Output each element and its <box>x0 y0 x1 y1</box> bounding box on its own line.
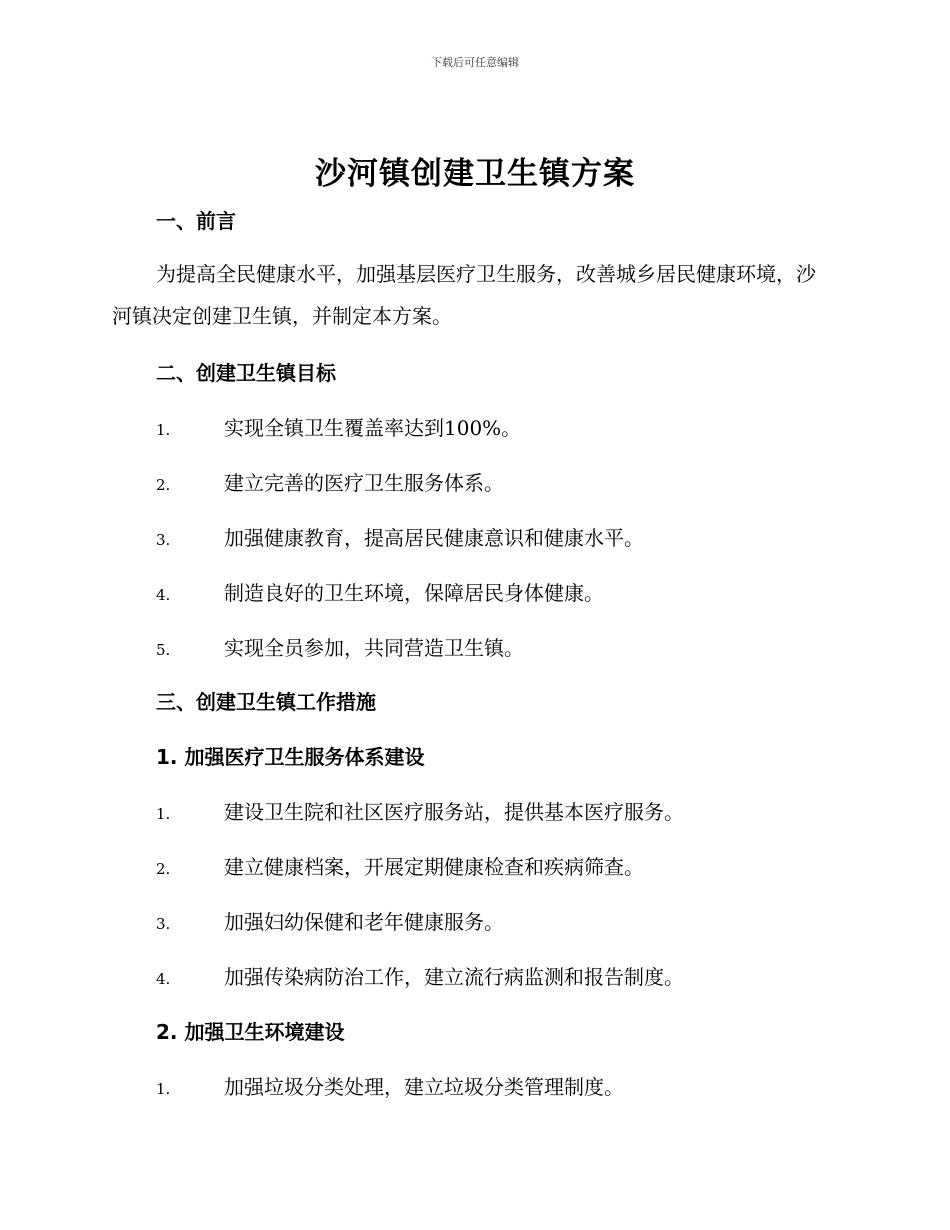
list-text: 建设卫生院和社区医疗服务站，提供基本医疗服务。 <box>224 800 684 824</box>
list-number: 2. <box>156 860 171 878</box>
list-number: 1. <box>156 1080 171 1098</box>
list-number: 3. <box>156 915 171 933</box>
list-text: 加强传染病防治工作，建立流行病监测和报告制度。 <box>224 965 684 989</box>
section-heading-preface: 一、前言 <box>156 209 236 233</box>
section-heading-goals: 二、创建卫生镇目标 <box>156 361 336 385</box>
list-item <box>156 851 644 880</box>
list-number: 1. <box>156 421 171 439</box>
list-number: 2. <box>156 476 171 494</box>
list-number: 4. <box>156 586 171 604</box>
section-heading-measures: 三、创建卫生镇工作措施 <box>156 690 376 714</box>
subsection-heading-environment: 2. 加强卫生环境建设 <box>156 1020 345 1044</box>
list-item <box>156 906 504 935</box>
list-item <box>156 1071 624 1100</box>
list-text: 制造良好的卫生环境，保障居民身体健康。 <box>224 581 604 605</box>
list-item <box>156 961 684 990</box>
list-text: 实现全员参加，共同营造卫生镇。 <box>224 636 524 660</box>
list-item <box>156 412 521 441</box>
list-number: 5. <box>156 641 171 659</box>
list-text: 建立完善的医疗卫生服务体系。 <box>224 471 504 495</box>
list-text: 加强垃圾分类处理，建立垃圾分类管理制度。 <box>224 1075 624 1099</box>
list-item <box>156 577 604 606</box>
header-note: 下载后可任意编辑 <box>431 56 519 69</box>
list-text: 建立健康档案，开展定期健康检查和疾病筛查。 <box>224 855 644 879</box>
list-number: 3. <box>156 531 171 549</box>
preface-paragraph: 为提高全民健康水平，加强基层医疗卫生服务，改善城乡居民健康环境，沙河镇决定创建卫生镇，并制定本方案。 <box>112 262 816 328</box>
subsection-heading-medical: 1. 加强医疗卫生服务体系建设 <box>156 745 425 769</box>
list-number: 1. <box>156 805 171 823</box>
list-text: 实现全镇卫生覆盖率达到100%。 <box>224 416 522 440</box>
list-number: 4. <box>156 970 171 988</box>
list-text: 加强健康教育，提高居民健康意识和健康水平。 <box>224 526 644 550</box>
list-item <box>156 632 524 661</box>
document-title: 沙河镇创建卫生镇方案 <box>315 156 635 192</box>
list-item <box>156 522 644 551</box>
list-text: 加强妇幼保健和老年健康服务。 <box>224 910 504 934</box>
list-item <box>156 796 684 825</box>
list-item <box>156 467 504 496</box>
